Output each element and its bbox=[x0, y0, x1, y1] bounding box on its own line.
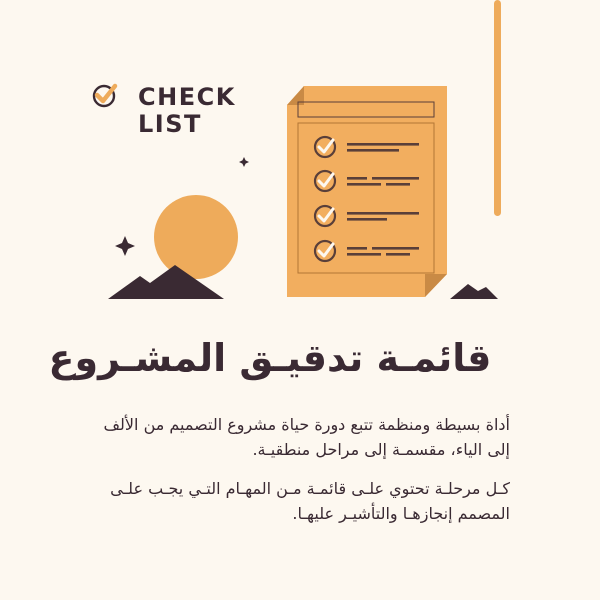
sparkle-icon bbox=[239, 157, 249, 167]
page-title: قائمـة تدقيـق المشـروع bbox=[48, 336, 492, 380]
sun-circle bbox=[154, 195, 238, 279]
check-circle-icon bbox=[94, 86, 115, 106]
description-paragraph-1: أداة بسيطة ومنظمة تتبع دورة حياة مشروع التصميم من الألف إلى الياء، مقسمـة إلى مراحل منطقيـة. bbox=[103, 415, 510, 459]
check-list-badge bbox=[94, 83, 236, 138]
badge-line-2: LIST bbox=[138, 110, 202, 138]
mountain-icon bbox=[450, 284, 498, 299]
vertical-accent-bar bbox=[494, 0, 501, 216]
sparkle-icon bbox=[115, 236, 135, 256]
checklist-document bbox=[287, 86, 447, 297]
description-paragraph-2: كـل مرحلـة تحتوي علـى قائمـة مـن المهـام التـي يجـب علـى المصمم إنجازهـا والتأشيـر عليهـا. bbox=[110, 479, 510, 523]
badge-line-1: CHECK bbox=[138, 83, 236, 111]
